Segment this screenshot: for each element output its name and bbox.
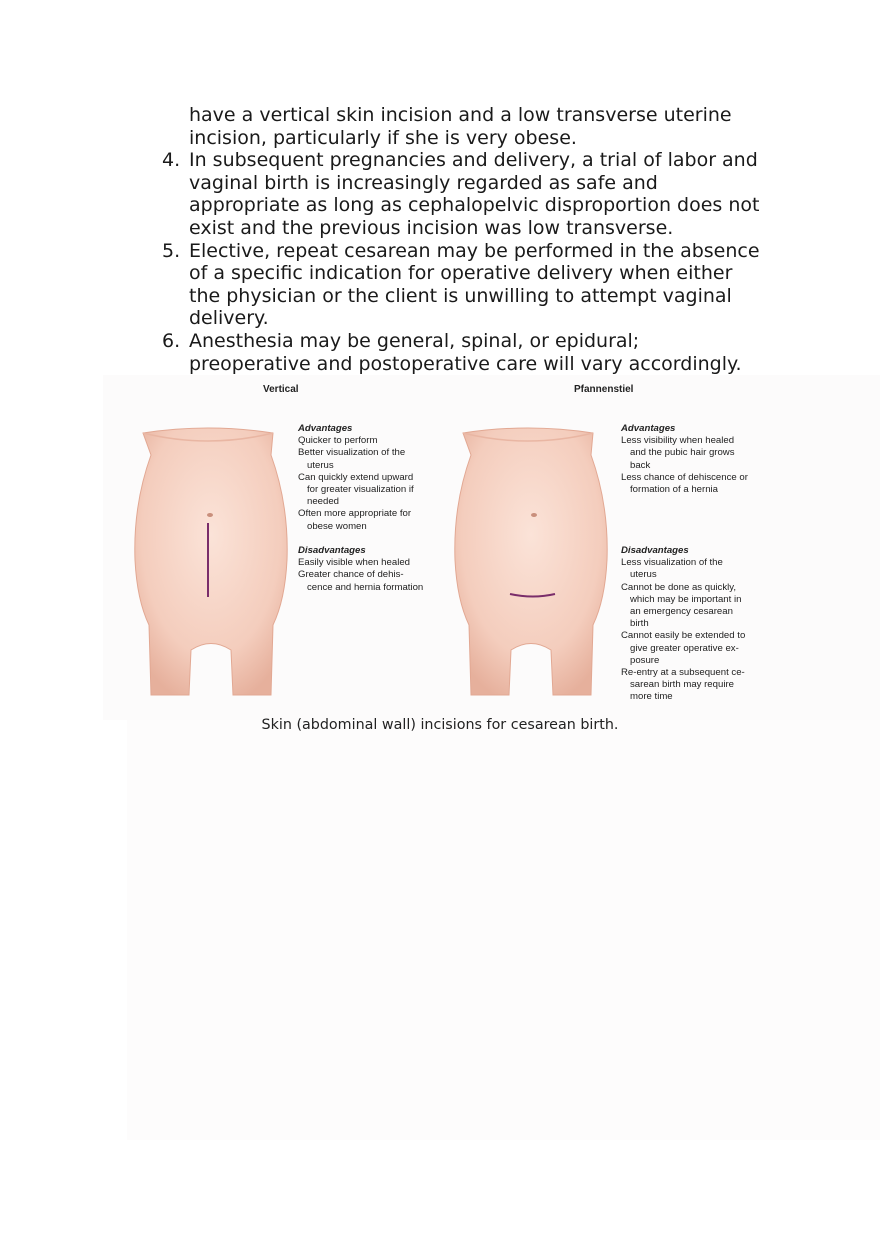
list-item: more time <box>630 691 673 703</box>
list-item: sarean birth may require <box>630 679 734 691</box>
list-text-line: vaginal birth is increasingly regarded as safe and <box>189 171 658 194</box>
figure-caption: Skin (abdominal wall) incisions for cesarean birth. <box>261 717 619 733</box>
list-item: give greater operative ex- <box>630 642 739 654</box>
list-item: needed <box>307 496 340 508</box>
list-item: obese women <box>307 520 367 532</box>
vertical-disadvantages <box>298 545 423 594</box>
list-item: Less visibility when healed <box>621 435 735 447</box>
list-item: Easily visible when healed <box>298 557 410 569</box>
list-item: Less chance of dehiscence or <box>621 471 748 483</box>
disadvantages-heading: Disadvantages <box>621 545 689 556</box>
advantages-heading: Advantages <box>621 423 676 434</box>
vertical-heading: Vertical <box>263 384 299 395</box>
list-text-line: delivery. <box>189 307 269 330</box>
list-item: for greater visualization if <box>307 484 414 496</box>
list-item: Often more appropriate for <box>298 508 412 520</box>
list-item: uterus <box>630 569 657 581</box>
list-item: posure <box>630 654 660 666</box>
list-text-line: Elective, repeat cesarean may be performed in the absence <box>189 239 760 262</box>
list-item: birth <box>630 618 649 630</box>
list-text-line: appropriate as long as cephalopelvic disproportion does not <box>189 194 760 217</box>
torso-vertical-illustration <box>135 428 287 695</box>
list-text-line: the physician or the client is unwilling to attempt vaginal <box>189 284 732 307</box>
list-text-line: of a specific indication for operative delivery when either <box>189 262 733 285</box>
list-number: 5. <box>162 239 181 262</box>
list-item: uterus <box>307 459 334 471</box>
pfannenstiel-heading: Pfannenstiel <box>574 384 634 395</box>
list-item: and the pubic hair grows <box>630 447 735 459</box>
list-text-line: preoperative and postoperative care will vary accordingly. <box>189 352 742 375</box>
torso-pfannenstiel-illustration <box>455 428 607 695</box>
background-panel <box>127 720 880 1140</box>
list-item: cence and hernia formation <box>307 581 424 593</box>
list-item: Cannot be done as quickly, <box>621 581 737 593</box>
advantages-heading: Advantages <box>298 423 353 434</box>
list-item: Greater chance of dehis- <box>298 569 404 581</box>
figure-illustration <box>103 375 880 720</box>
list-item: which may be important in <box>630 593 742 605</box>
disadvantages-heading: Disadvantages <box>298 545 366 556</box>
list-item: Better visualization of the <box>298 447 406 459</box>
list-item: Cannot easily be extended to <box>621 630 746 642</box>
list-item: Can quickly extend upward <box>298 471 414 483</box>
list-item: an emergency cesarean <box>630 606 733 618</box>
list-item: back <box>630 459 651 471</box>
incision-figure <box>103 375 880 720</box>
list-text-line: incision, particularly if she is very obese. <box>189 126 577 149</box>
list-item: Less visualization of the <box>621 557 723 569</box>
list-item: Quicker to perform <box>298 435 378 447</box>
list-item: formation of a hernia <box>630 484 718 496</box>
list-number: 4. <box>162 149 181 172</box>
pfannenstiel-advantages <box>621 423 748 496</box>
list-text-line: exist and the previous incision was low transverse. <box>189 217 674 239</box>
list-text-line: Anesthesia may be general, spinal, or epidural; <box>189 330 640 352</box>
list-text-line: have a vertical skin incision and a low transverse uterine <box>189 104 732 126</box>
list-item: Re-entry at a subsequent ce- <box>621 667 745 679</box>
navel-icon <box>207 513 213 517</box>
list-text-line: In subsequent pregnancies and delivery, a trial of labor and <box>189 149 758 172</box>
navel-icon <box>531 513 537 517</box>
pfannenstiel-disadvantages <box>621 545 745 704</box>
list-number: 6. <box>162 330 181 352</box>
vertical-advantages <box>298 423 414 533</box>
